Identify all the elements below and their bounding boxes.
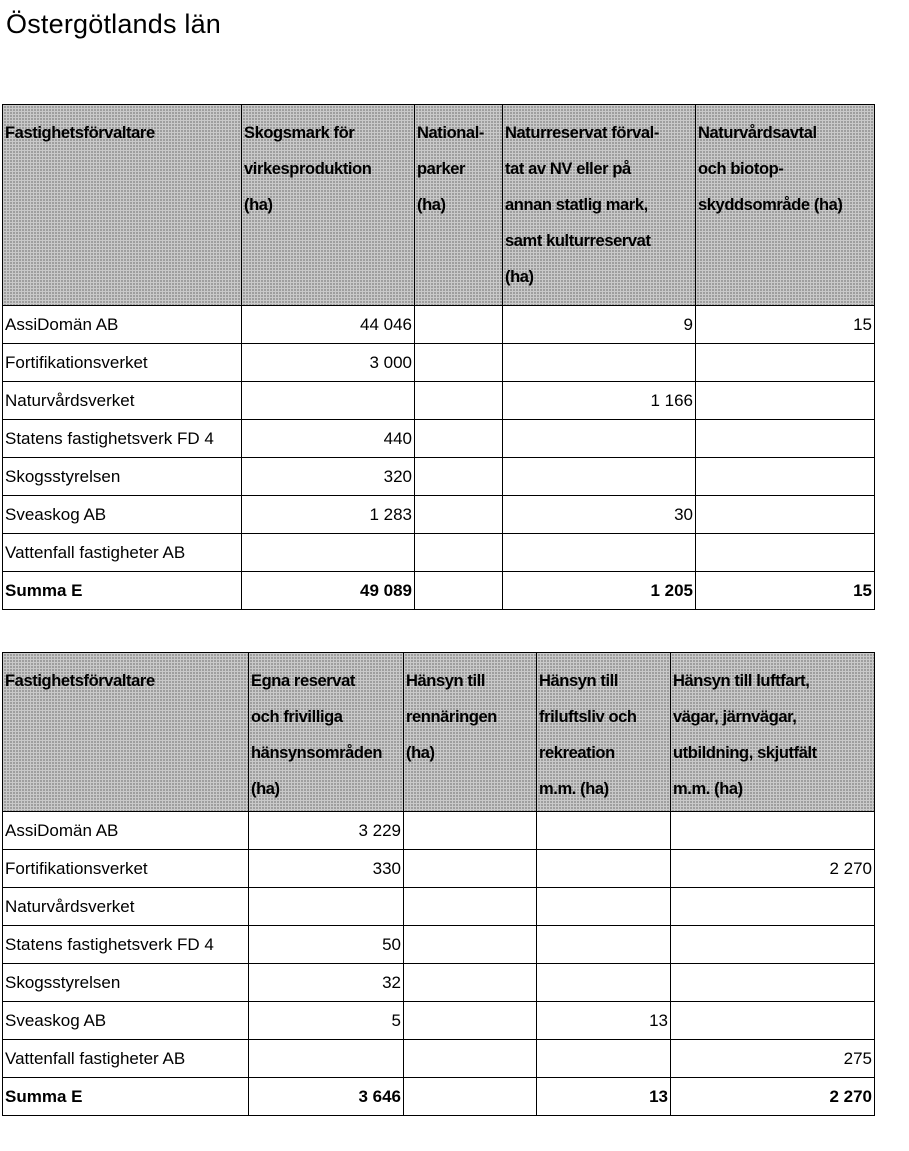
row-name: Vattenfall fastigheter AB [3,1040,249,1078]
header-productive-forest: Skogsmark för virkesproduktion (ha) [242,105,415,306]
table-row [3,420,875,458]
page-title: Östergötlands län [6,9,222,39]
row-name: Vattenfall fastigheter AB [3,534,242,572]
header-infrastructure: Hänsyn till luftfart, vägar, järnvägar, utbildning, skjutfält m.m. (ha) [671,653,875,812]
table-header-row [3,105,875,306]
cell-value [242,534,415,572]
cell-value [415,496,503,534]
row-name: Sveaskog AB [3,496,242,534]
row-name: Fortifikationsverket [3,850,249,888]
cell-value: 5 [249,1002,404,1040]
total-value [404,1078,537,1116]
cell-value [415,458,503,496]
cell-value [696,344,875,382]
cell-value [249,1040,404,1078]
cell-value: 13 [537,1002,671,1040]
cell-value: 1 283 [242,496,415,534]
row-name: Sveaskog AB [3,1002,249,1040]
table-row [3,812,875,850]
cell-value [404,850,537,888]
cell-value [696,534,875,572]
row-name: Naturvårdsverket [3,888,249,926]
total-value: 49 089 [242,572,415,610]
cell-value [537,888,671,926]
cell-value: 1 166 [503,382,696,420]
table-row [3,850,875,888]
cell-value [404,812,537,850]
table-row [3,1002,875,1040]
cell-value: 15 [696,306,875,344]
table-row [3,306,875,344]
table-header-row [3,653,875,812]
cell-value [415,382,503,420]
cell-value [415,420,503,458]
cell-value [404,888,537,926]
cell-value [696,420,875,458]
row-name: AssiDomän AB [3,812,249,850]
row-name: Fortifikationsverket [3,344,242,382]
table-row [3,534,875,572]
cell-value [671,812,875,850]
cell-value [404,926,537,964]
cell-value [503,344,696,382]
forest-table-1 [2,104,875,610]
cell-value: 9 [503,306,696,344]
header-property-manager: Fastighetsförvaltare [3,653,249,812]
cell-value [503,420,696,458]
cell-value [671,964,875,1002]
row-name: Statens fastighetsverk FD 4 [3,926,249,964]
cell-value: 32 [249,964,404,1002]
cell-value [537,1040,671,1078]
total-value: 2 270 [671,1078,875,1116]
cell-value [696,496,875,534]
table-row [3,1040,875,1078]
row-name: Naturvårdsverket [3,382,242,420]
cell-value: 44 046 [242,306,415,344]
cell-value [537,964,671,1002]
cell-value: 2 270 [671,850,875,888]
table-row [3,344,875,382]
cell-value [415,534,503,572]
header-own-reserves: Egna reservat och frivilliga hänsynsområden (ha) [249,653,404,812]
cell-value: 320 [242,458,415,496]
header-national-parks: National- parker (ha) [415,105,503,306]
total-value: 13 [537,1078,671,1116]
cell-value: 3 229 [249,812,404,850]
table-row [3,888,875,926]
total-value: 1 205 [503,572,696,610]
total-row [3,1078,875,1116]
cell-value: 440 [242,420,415,458]
total-row [3,572,875,610]
cell-value [503,458,696,496]
table-row [3,964,875,1002]
cell-value [696,458,875,496]
row-name: Statens fastighetsverk FD 4 [3,420,242,458]
table-row [3,458,875,496]
header-nature-agreements: Naturvårdsavtal och biotop- skyddsområde (ha) [696,105,875,306]
row-name: Skogsstyrelsen [3,458,242,496]
cell-value: 30 [503,496,696,534]
cell-value [404,1002,537,1040]
cell-value [503,534,696,572]
header-reindeer-husbandry: Hänsyn till rennäringen (ha) [404,653,537,812]
header-nature-reserves: Naturreservat förval- tat av NV eller på annan statlig mark, samt kulturreservat (ha) [503,105,696,306]
cell-value [537,850,671,888]
cell-value [415,306,503,344]
total-label: Summa E [3,572,242,610]
cell-value [696,382,875,420]
table-row [3,496,875,534]
cell-value [671,1002,875,1040]
cell-value [249,888,404,926]
cell-value: 50 [249,926,404,964]
cell-value: 330 [249,850,404,888]
row-name: AssiDomän AB [3,306,242,344]
table-row [3,926,875,964]
total-value [415,572,503,610]
row-name: Skogsstyrelsen [3,964,249,1002]
header-outdoor-recreation: Hänsyn till friluftsliv och rekreation m.m. (ha) [537,653,671,812]
total-value: 3 646 [249,1078,404,1116]
cell-value [404,1040,537,1078]
cell-value: 275 [671,1040,875,1078]
cell-value [404,964,537,1002]
header-property-manager: Fastighetsförvaltare [3,105,242,306]
cell-value [671,888,875,926]
total-value: 15 [696,572,875,610]
total-label: Summa E [3,1078,249,1116]
forest-table-2 [2,652,875,1116]
cell-value [537,812,671,850]
table-row [3,382,875,420]
cell-value [242,382,415,420]
cell-value [537,926,671,964]
cell-value [671,926,875,964]
cell-value: 3 000 [242,344,415,382]
cell-value [415,344,503,382]
